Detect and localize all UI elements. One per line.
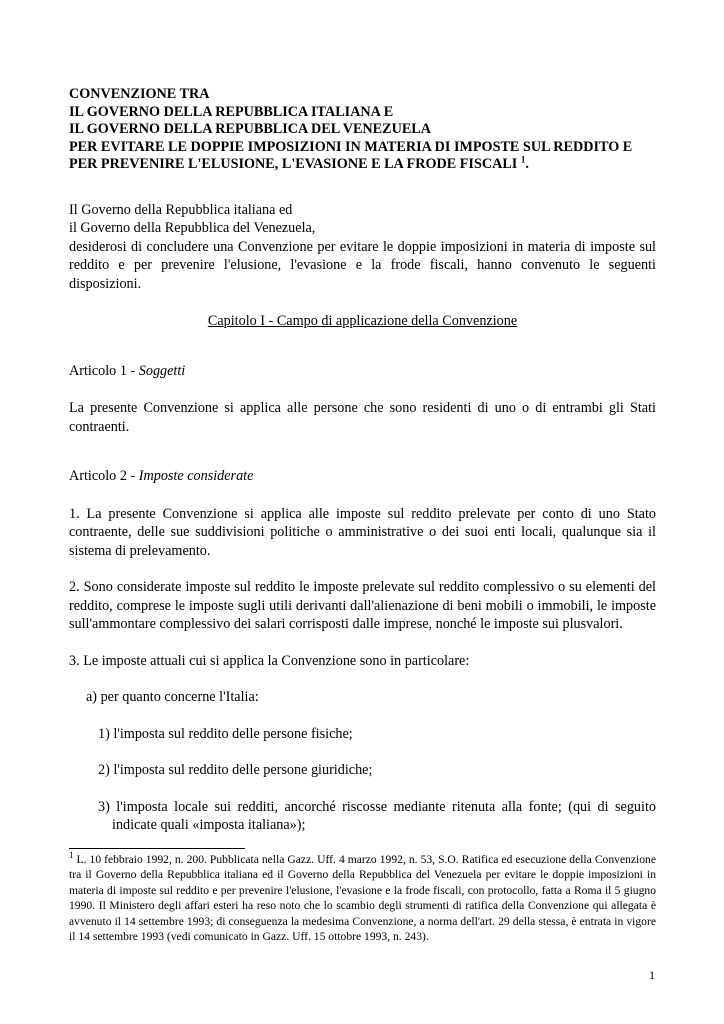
title-line: PER EVITARE LE DOPPIE IMPOSIZIONI IN MATERIA DI IMPOSTE SUL REDDITO E [69, 138, 633, 155]
document-body [69, 86, 656, 835]
preamble [69, 201, 656, 294]
title-line: IL GOVERNO DELLA REPUBBLICA ITALIANA E [69, 103, 394, 120]
list-item-a: a) per quanto concerne l'Italia: [86, 689, 259, 705]
document-title [69, 86, 656, 174]
footnote-mark: 1 [69, 850, 74, 861]
preamble-line: Il Governo della Repubblica italiana ed [69, 201, 293, 218]
title-end: . [525, 156, 529, 172]
chapter-title: Capitolo I - Campo di applicazione della Convenzione [207, 313, 518, 329]
article-label: Articolo 2 - [69, 468, 139, 484]
footnote-text: L. 10 febbraio 1992, n. 200. Pubblicata nella Gazz. Uff. 4 marzo 1992, n. 53, S.O. Ratifica ed esecuzione della Convenzione tra il Governo della Repubblica italiana ed il Governo della Repubblica del Venezuela per evitare le doppie imposizioni in materia di imposte sul reddito e per prevenire l'elusione, l'evasione e la frode fiscali, con protocollo, fatta a Roma il 5 giugno 1990. Il Ministero degli affari esteri ha reso noto che lo scambio degli strumenti di ratifica della Convenzione qui allegata è avvenuto il 14 settembre 1993; di conseguenza la medesima Convenzione, a norma dell'art. 29 della stessa, è entrata in vigore il 14 settembre 1993 (vedi comunicato in Gazz. Uff. 15 ottobre 1993, n. 243). [69, 853, 656, 944]
preamble-line: il Governo della Repubblica del Venezuela, [69, 220, 316, 236]
footnote [69, 852, 656, 944]
article-2-paragraph-1: 1. La presente Convenzione si applica alle imposte sul reddito prelevate per conto di uno Stato contraente, delle sue suddivisioni politiche o amministrative o dei suoi enti locali, qualunque sia il sistema di prelevamento. [69, 505, 656, 559]
title-line [69, 156, 656, 174]
footnote-ref[interactable]: 1 [520, 154, 526, 165]
article-2-heading [69, 467, 656, 486]
article-1-text: La presente Convenzione si applica alle persone che sono residenti di uno o di entrambi gli Stati contraenti. [69, 400, 656, 435]
list-item-3 [69, 798, 656, 835]
title-line-text: PER PREVENIRE L'ELUSIONE, L'EVASIONE E LA FRODE FISCALI [69, 156, 518, 172]
article-title: Imposte considerate [138, 468, 254, 484]
article-label: Articolo 1 - [69, 362, 139, 379]
page-number: 1 [649, 968, 655, 982]
title-line: IL GOVERNO DELLA REPUBBLICA DEL VENEZUELA [69, 121, 432, 137]
article-2-paragraph-2: 2. Sono considerate imposte sul reddito le imposte prelevate sul reddito complessivo o su elementi del reddito, comprese le imposte sugli utili derivanti dall'alienazione di beni mobili o immobili, le imposte sull'ammontare complessivo dei salari corrisposti dalle imprese, nonché le imposte sui plusvalori. [69, 579, 656, 632]
title-line: CONVENZIONE TRA [69, 86, 210, 102]
article-1-heading [69, 362, 656, 381]
list-item-1: 1) l'imposta sul reddito delle persone fisiche; [98, 725, 353, 742]
article-title: Soggetti [138, 362, 186, 379]
article-2-paragraph-3: 3. Le imposte attuali cui si applica la Convenzione sono in particolare: [69, 652, 470, 669]
list-item-2: 2) l'imposta sul reddito delle persone giuridiche; [98, 762, 373, 778]
preamble-text: desiderosi di concludere una Convenzione per evitare le doppie imposizioni in materia di imposte sul reddito e per prevenire l'elusione, l'evasione e la frode fiscali, hanno convenuto le seguenti disposizioni. [69, 238, 656, 292]
footnote-separator [69, 848, 245, 849]
list-item-3-text: 3) l'imposta locale sui redditi, ancorché riscosse mediante ritenuta alla fonte; (qui di seguito indicate quali «imposta italiana»); [98, 798, 656, 833]
